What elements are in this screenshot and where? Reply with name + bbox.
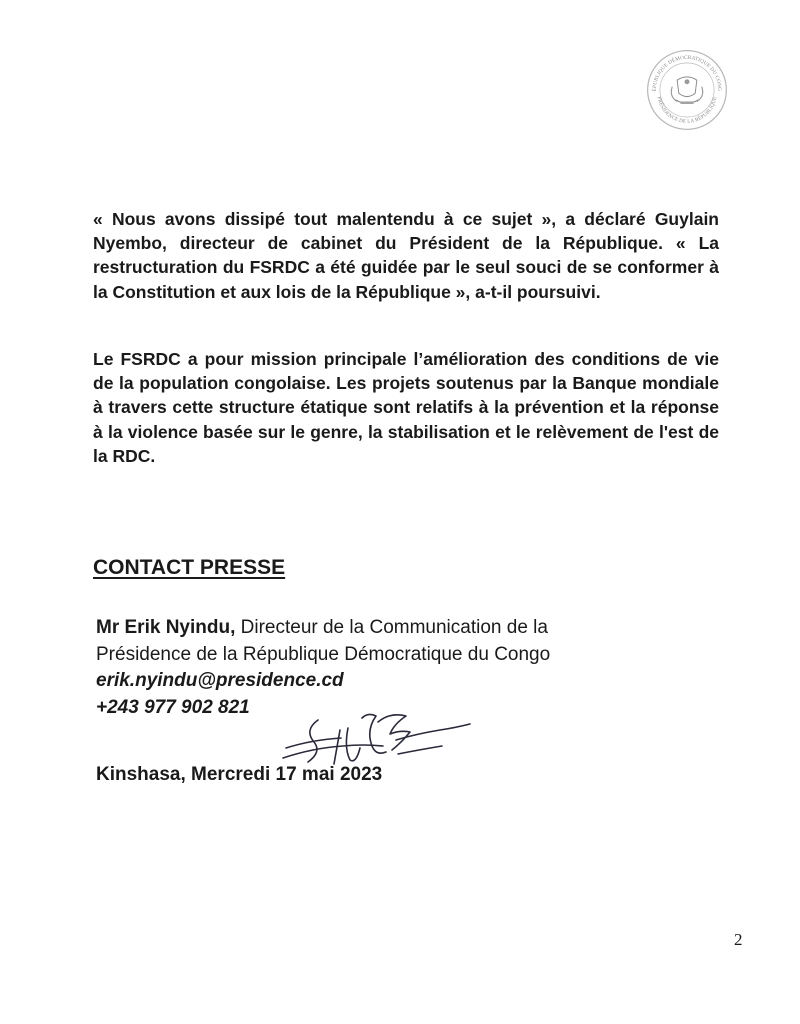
presidential-seal-icon <box>646 49 728 131</box>
body-paragraph: Le FSRDC a pour mission principale l’amélioration des conditions de vie de la population congolaise. Les projets soutenus par la Banque mondiale à travers cette structure étatique sont relatifs à la prévention et la réponse à la violence basée sur le genre, la stabilisation et le relèvement de l'est de la RDC. <box>93 349 719 466</box>
body-paragraph: « Nous avons dissipé tout malentendu à ce sujet », a déclaré Guylain Nyembo, directeur de cabinet du Président de la République. « La restructuration du FSRDC a été guidée par le seul souci de se conformer à la Constitution et aux lois de la République », a-t-il poursuivi. <box>93 209 719 302</box>
contact-heading: CONTACT PRESSE <box>93 556 286 579</box>
contact-name-line <box>96 615 656 642</box>
contact-phone: +243 977 902 821 <box>96 696 250 718</box>
svg-text:RÉPUBLIQUE DÉMOCRATIQUE DU CON: ÉPUBLIQUE DÉMOCRATIQUE DU CONG <box>651 54 723 92</box>
contact-name: Mr Erik Nyindu, <box>96 617 236 638</box>
contact-role-line: Présidence de la République Démocratique du Congo <box>96 643 551 665</box>
svg-text:PRÉSIDENCE DE LA RÉPUBLIQUE: PRÉSIDENCE DE LA RÉPUBLIQUE <box>655 96 719 125</box>
place-date: Kinshasa, Mercredi 17 mai 2023 <box>96 764 383 785</box>
contact-email: erik.nyindu@presidence.cd <box>96 670 344 691</box>
contact-role: Directeur de la Communication de la <box>235 617 548 638</box>
page-number: 2 <box>734 930 743 949</box>
